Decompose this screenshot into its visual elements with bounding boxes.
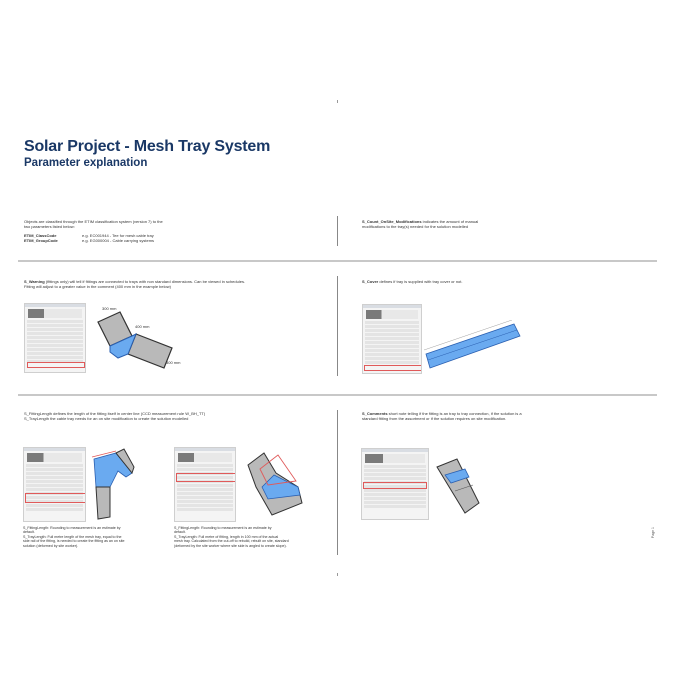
dimension-label: 300 mm bbox=[166, 360, 181, 365]
reducer-fitting-illustration bbox=[88, 447, 138, 522]
section-cover bbox=[362, 279, 652, 284]
fold-mark-bottom bbox=[337, 573, 338, 576]
classification-row bbox=[24, 238, 324, 243]
column-divider bbox=[337, 276, 338, 376]
param-desc-2: standard fitting from the assortment or if the solution requires on site modification. bbox=[362, 416, 507, 421]
param-name: ETIM_ClassCode bbox=[24, 233, 57, 238]
param-name: ETIM_GroupCode bbox=[24, 238, 58, 243]
highlight-box bbox=[363, 482, 427, 489]
section-rule bbox=[18, 260, 657, 262]
section-fitting-length bbox=[24, 411, 329, 421]
document-subtitle: Parameter explanation bbox=[24, 157, 148, 169]
caption-right bbox=[174, 526, 314, 548]
param-desc-2: Fitting will adjust to a greater value in the comment (400 mm in the example below) bbox=[24, 284, 171, 289]
param-desc-2: modifications to the tray(s) needed for the solution modelled bbox=[362, 224, 469, 229]
caption-line: S_TrayLength: Full metre length of the mesh tray, equal to the bbox=[23, 534, 122, 539]
slope-fitting-illustration bbox=[435, 455, 495, 525]
caption-line: S_TrayLength: Full metre of fitting, length in 100 mm of the actual bbox=[174, 534, 279, 539]
properties-panel-screenshot bbox=[174, 447, 236, 522]
section-classification bbox=[24, 219, 324, 243]
dimension-label: 400 mm bbox=[135, 324, 150, 329]
page-number bbox=[651, 527, 655, 557]
param-name: S_Cover bbox=[362, 279, 379, 284]
param-desc: indicates the amount of manual bbox=[421, 219, 479, 224]
caption-line: solution (deformed by site worker). bbox=[23, 543, 79, 548]
classification-intro-1: Objects are classified through the ETIM classification system (version 7) to the bbox=[24, 219, 163, 224]
param-name: S_Count_OnSite_Modifications bbox=[362, 219, 422, 224]
caption-line: S_FittingLength: Rounding to measurement is an estimate by bbox=[23, 526, 121, 530]
page-number-text: Page 1 bbox=[651, 527, 655, 539]
section-rule bbox=[18, 394, 657, 396]
elbow-fitting-illustration bbox=[90, 302, 210, 377]
classification-intro-2: two parameters listed below: bbox=[24, 224, 75, 229]
caption-line: default. bbox=[23, 530, 35, 535]
caption-line: side rail of the fitting, is needed to create the fitting as an on site bbox=[23, 539, 125, 544]
properties-panel-screenshot bbox=[24, 303, 86, 373]
straight-tray-illustration bbox=[424, 320, 524, 375]
properties-panel-screenshot bbox=[361, 448, 429, 520]
param-name: S_Warning bbox=[24, 279, 45, 284]
offset-fitting-illustration bbox=[238, 447, 308, 522]
param-desc: (fittings only) will tell if fittings are connected to trays with non standard dimensions. Can be viewed in schedules. bbox=[44, 279, 246, 284]
param-name: S_Comments bbox=[362, 411, 388, 416]
highlight-box bbox=[25, 493, 86, 503]
section-comments bbox=[362, 411, 652, 421]
properties-panel-screenshot bbox=[23, 447, 86, 522]
column-divider bbox=[337, 410, 338, 555]
caption-line: default. bbox=[174, 530, 186, 535]
dimension-label: 300 mm bbox=[102, 306, 117, 311]
param-desc-2: S_TrayLength the cable tray needs for an on site modification to create the solution modelled bbox=[24, 416, 189, 421]
param-desc: S_FittingLength defines the length of the fitting itself in center line (CCD measurement rule W_BH_TT) bbox=[24, 411, 206, 416]
highlight-box bbox=[27, 362, 85, 368]
param-desc: short note telling if the fitting is an tray to tray connection, if the solution is a bbox=[387, 411, 522, 416]
param-desc: defines if tray is supplied with tray cover or not. bbox=[378, 279, 463, 284]
param-desc: e.g. EG000004 - Cable carrying systems bbox=[82, 238, 155, 243]
caption-line: (deformed by the site worker where site side is angled to create slope). bbox=[174, 543, 287, 548]
section-warning bbox=[24, 279, 329, 289]
caption-left bbox=[23, 526, 141, 548]
fold-mark-top bbox=[337, 100, 338, 103]
section-count-onsite bbox=[362, 219, 652, 229]
highlight-box bbox=[364, 365, 422, 371]
caption-line: mesh tray. Calculated from the cut-off to rebuild, rebuilt on site, standard bbox=[174, 539, 289, 544]
param-desc: e.g. EC001944 - Tee for mesh cable tray bbox=[82, 233, 154, 238]
document-title: Solar Project - Mesh Tray System bbox=[24, 138, 271, 155]
highlight-box bbox=[176, 473, 236, 482]
caption-line: S_FittingLength: Rounding to measurement is an estimate by bbox=[174, 526, 272, 530]
properties-panel-screenshot bbox=[362, 304, 422, 374]
column-divider bbox=[337, 216, 338, 246]
